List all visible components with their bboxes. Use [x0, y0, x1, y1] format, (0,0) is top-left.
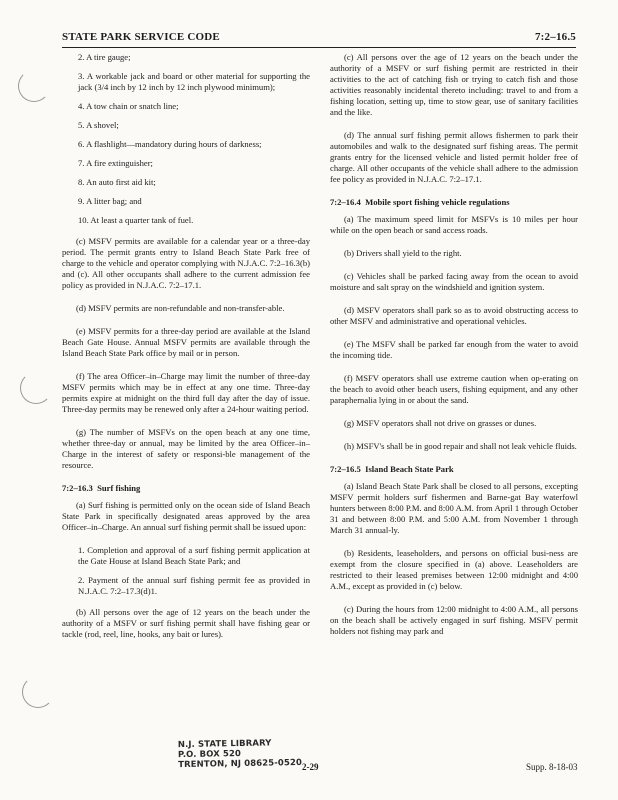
running-header [62, 31, 576, 48]
page-number: 2-29 [302, 762, 319, 772]
list-item: 7. A fire extinguisher; [78, 158, 153, 168]
paragraph: (a) Surf fishing is permitted only on the ocean side of Island Beach State Park in specifically designated areas approved by the area Officer–in–Charge. An annual surf fishing permit shall be issued upon: [62, 500, 310, 532]
section-number: 7:2–16.3 [62, 483, 93, 493]
section-heading [62, 483, 310, 494]
list-item: 8. An auto first aid kit; [78, 177, 156, 187]
list-item: 6. A flashlight—mandatory during hours of darkness; [78, 139, 262, 149]
header-title: STATE PARK SERVICE CODE [62, 31, 220, 43]
list-item: 10. At least a quarter tank of fuel. [78, 215, 194, 225]
paragraph: (e) The MSFV shall be parked far enough from the water to avoid the incoming tide. [330, 339, 578, 360]
list-item: 1. Completion and approval of a surf fishing permit application at the Gate House at Island Beach State Park; and [78, 545, 310, 566]
binder-hole-mark [20, 372, 52, 404]
list-item: 9. A litter bag; and [78, 196, 142, 206]
list-item: 2. A tire gauge; [78, 52, 131, 62]
paragraph: (d) The annual surf fishing permit allows fishermen to park their automobiles and walk to the designated surf fishing areas. The permit grants entry for the licensed vehicle and listed permit holder free of charge. All other occupants of the vehicle shall adhere to the admission fee policy as provided in N.J.A.C. 7:2–17.1. [330, 130, 578, 184]
paragraph: (c) During the hours from 12:00 midnight to 4:00 A.M., all persons on the beach shall be actively engaged in surf fishing. MSFV permit holders not fishing may park and [330, 604, 578, 636]
list-item: 2. Payment of the annual surf fishing permit fee as provided in N.J.A.C. 7:2–17.3(d)1. [78, 575, 310, 596]
paragraph: (a) Island Beach State Park shall be closed to all persons, excepting MSFV permit holders surf fishermen and Barne-gat Bay waterfowl hunters between 8:00 P.M. and 8:00 A.M. from April 1 through October 31 and between 8:00 P.M. and 5:00 A.M. from November 1 through March 31 annual-ly. [330, 481, 578, 535]
section-heading [330, 464, 578, 475]
left-column [62, 52, 310, 652]
section-number: 7:2–16.5 [330, 464, 361, 474]
paragraph: (c) Vehicles shall be parked facing away from the ocean to avoid moisture and salt spray on the windshield and ignition system. [330, 271, 578, 292]
paragraph: (f) The area Officer–in–Charge may limit the number of three-day MSFV permits which may be in effect at any one time. Three-day permits expire at midnight on the third full day after the day of issue. Three-day permits may be renewed only after a 24-hour waiting period. [62, 371, 310, 414]
section-title: Island Beach State Park [365, 464, 454, 474]
paragraph: (c) All persons over the age of 12 years on the beach under the authority of a MSFV or surf fishing permit are restricted in their activities to the act of catching fish or trying to catch fish and those activities reasonably incidental thereto including: travel to and from a fishing location, setting up, time to stow gear, use of sanitary facilities and the like. [330, 52, 578, 117]
list-item: 5. A shovel; [78, 120, 119, 130]
stamp-line: TRENTON, NJ 08625-0520 [178, 757, 303, 771]
paragraph: (b) All persons over the age of 12 years on the beach under the authority of a MSFV or surf fishing permit shall have fishing gear or tackle (rod, reel, line, hooks, any bait or lures). [62, 607, 310, 639]
paragraph: (a) The maximum speed limit for MSFVs is 10 miles per hour while on the open beach or sand access roads. [330, 214, 578, 235]
paragraph: (f) MSFV operators shall use extreme caution when op-erating on the beach to avoid other beach users, fishing equipment, and any other paraphernalia lying in or about the sand. [330, 373, 578, 405]
paragraph: (g) MSFV operators shall not drive on grasses or dunes. [344, 418, 537, 428]
paragraph: (d) MSFV operators shall park so as to avoid obstructing access to other MSFV and administrative and operational vehicles. [330, 305, 578, 326]
paragraph: (g) The number of MSFVs on the open beach at any one time, whether three-day or annual, may be limited by the area Officer–in–Charge in the interest of safety or responsi-ble management of the resource. [62, 427, 310, 470]
paragraph: (c) MSFV permits are available for a calendar year or a three-day period. The permit grants entry to Island Beach State Park free of charge to the vehicle and operator complying with N.J.A.C. 7:2–16.3(b) and (c). All other occupants shall adhere to the current admission fee policy as provided in N.J.A.C. 7:2–17.1. [62, 236, 310, 290]
section-title: Surf fishing [97, 483, 141, 493]
list-item: 3. A workable jack and board or other material for supporting the jack (3/4 inch by 12 inch by 12 inch plywood minimum); [78, 71, 310, 92]
paragraph: (h) MSFV's shall be in good repair and shall not leak vehicle fluids. [344, 441, 577, 451]
permit-requirements-list [62, 545, 310, 597]
header-section: 7:2–16.5 [534, 31, 576, 43]
paragraph: (b) Residents, leaseholders, and persons on official busi-ness are exempt from the closure specified in (a) above. Leaseholders are restricted to their leased premises between 12:00 midnight and 4:00 A.M., except as provided in (c) below. [330, 548, 578, 591]
supplement-date: Supp. 8-18-03 [526, 762, 578, 772]
section-title: Mobile sport fishing vehicle regulations [365, 197, 510, 207]
binder-hole-mark [18, 70, 50, 102]
paragraph: (e) MSFV permits for a three-day period are available at the Island Beach Gate House. Annual MSFV permits are available through the Island Beach State Park office by mail or in person. [62, 326, 310, 358]
stamp-line: P.O. BOX 520 [177, 748, 242, 761]
section-heading [330, 197, 578, 208]
right-column [330, 52, 578, 649]
paragraph: (d) MSFV permits are non-refundable and non-transfer-able. [76, 303, 285, 313]
library-stamp [178, 738, 302, 770]
stamp-line: N.J. STATE LIBRARY [177, 738, 272, 751]
list-item: 4. A tow chain or snatch line; [78, 101, 179, 111]
binder-hole-mark [22, 676, 54, 708]
equipment-list [62, 52, 310, 226]
paragraph: (b) Drivers shall yield to the right. [344, 248, 462, 258]
section-number: 7:2–16.4 [330, 197, 361, 207]
